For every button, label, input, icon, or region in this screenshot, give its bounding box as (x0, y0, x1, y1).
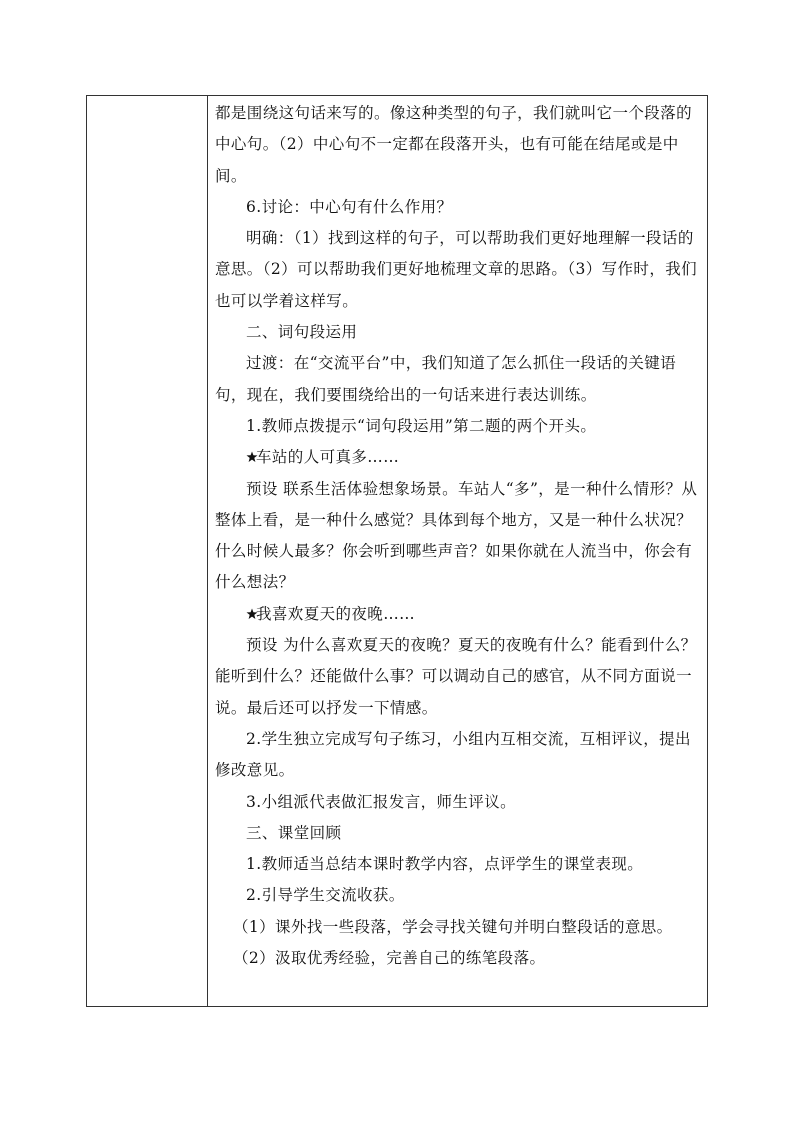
paragraph-teacher-summary: 1.教师适当总结本课时教学内容，点评学生的课堂表现。 (246, 855, 644, 874)
paragraph-guide-students: 2.引导学生交流收获。 (246, 886, 405, 905)
paragraph-preset-summer: 预设 为什么喜欢夏天的夜晚？夏天的夜晚有什么？能看到什么？能听到什么？还能做什么事？可以调动自己的感官，从不同方面说一说。最后还可以抒发一下情感。 (215, 636, 697, 717)
prompt-summer-text: 我喜欢夏天的夜晚…… (256, 604, 416, 623)
paragraph-group-report: 3.小组派代表做汇报发言，师生评议。 (246, 792, 516, 811)
paragraph-transition: 过渡：在“交流平台”中，我们知道了怎么抓住一段话的关键语句，现在，我们要围绕给出的一句话来进行表达训练。 (215, 354, 677, 404)
paragraph-prompt-station (215, 442, 699, 473)
paragraph-discussion: 6.讨论：中心句有什么作用？ (246, 197, 453, 216)
prompt-station-text: 车站的人可真多…… (256, 448, 400, 467)
section-heading-word-sentence: 二、词句段运用 (246, 323, 358, 342)
paragraph-preset-station: 预设 联系生活体验想象场景。车站人“多”，是一种什么情形？从整体上看，是一种什么感觉？具体到每个地方，又是一种什么状况？什么时候人最多？你会听到哪些声音？如果你就在人流当中，你会有什么想法？ (215, 479, 698, 592)
lesson-plan-table (86, 95, 708, 1007)
table-left-cell (87, 96, 208, 1006)
paragraph-student-practice: 2.学生独立完成写句子练习，小组内互相交流，互相评议，提出修改意见。 (215, 729, 691, 780)
paragraph-clarify: 明确：（1）找到这样的句子，可以帮助我们更好地理解一段话的意思。（2）可以帮助我们更好地梳理文章的思路。（3）写作时，我们也可以学着这样写。 (215, 229, 698, 310)
table-content-cell (209, 96, 707, 1006)
paragraph-prompt-summer (215, 599, 699, 630)
paragraph-item-1: （1）课外找一些段落，学会寻找关键句并明白整段话的意思。 (233, 917, 673, 936)
paragraph-item-2: （2）汲取优秀经验，完善自己的练笔段落。 (233, 949, 546, 968)
paragraph-teacher-hint: 1.教师点拨提示“词句段运用”第二题的两个开头。 (246, 416, 597, 435)
section-heading-review: 三、课堂回顾 (246, 823, 342, 842)
paragraph-central-sentence: 都是围绕这句话来写的。像这种类型的句子，我们就叫它一个段落的中心句。（2）中心句不一定都在段落开头，也有可能在结尾或是中间。 (215, 104, 693, 185)
